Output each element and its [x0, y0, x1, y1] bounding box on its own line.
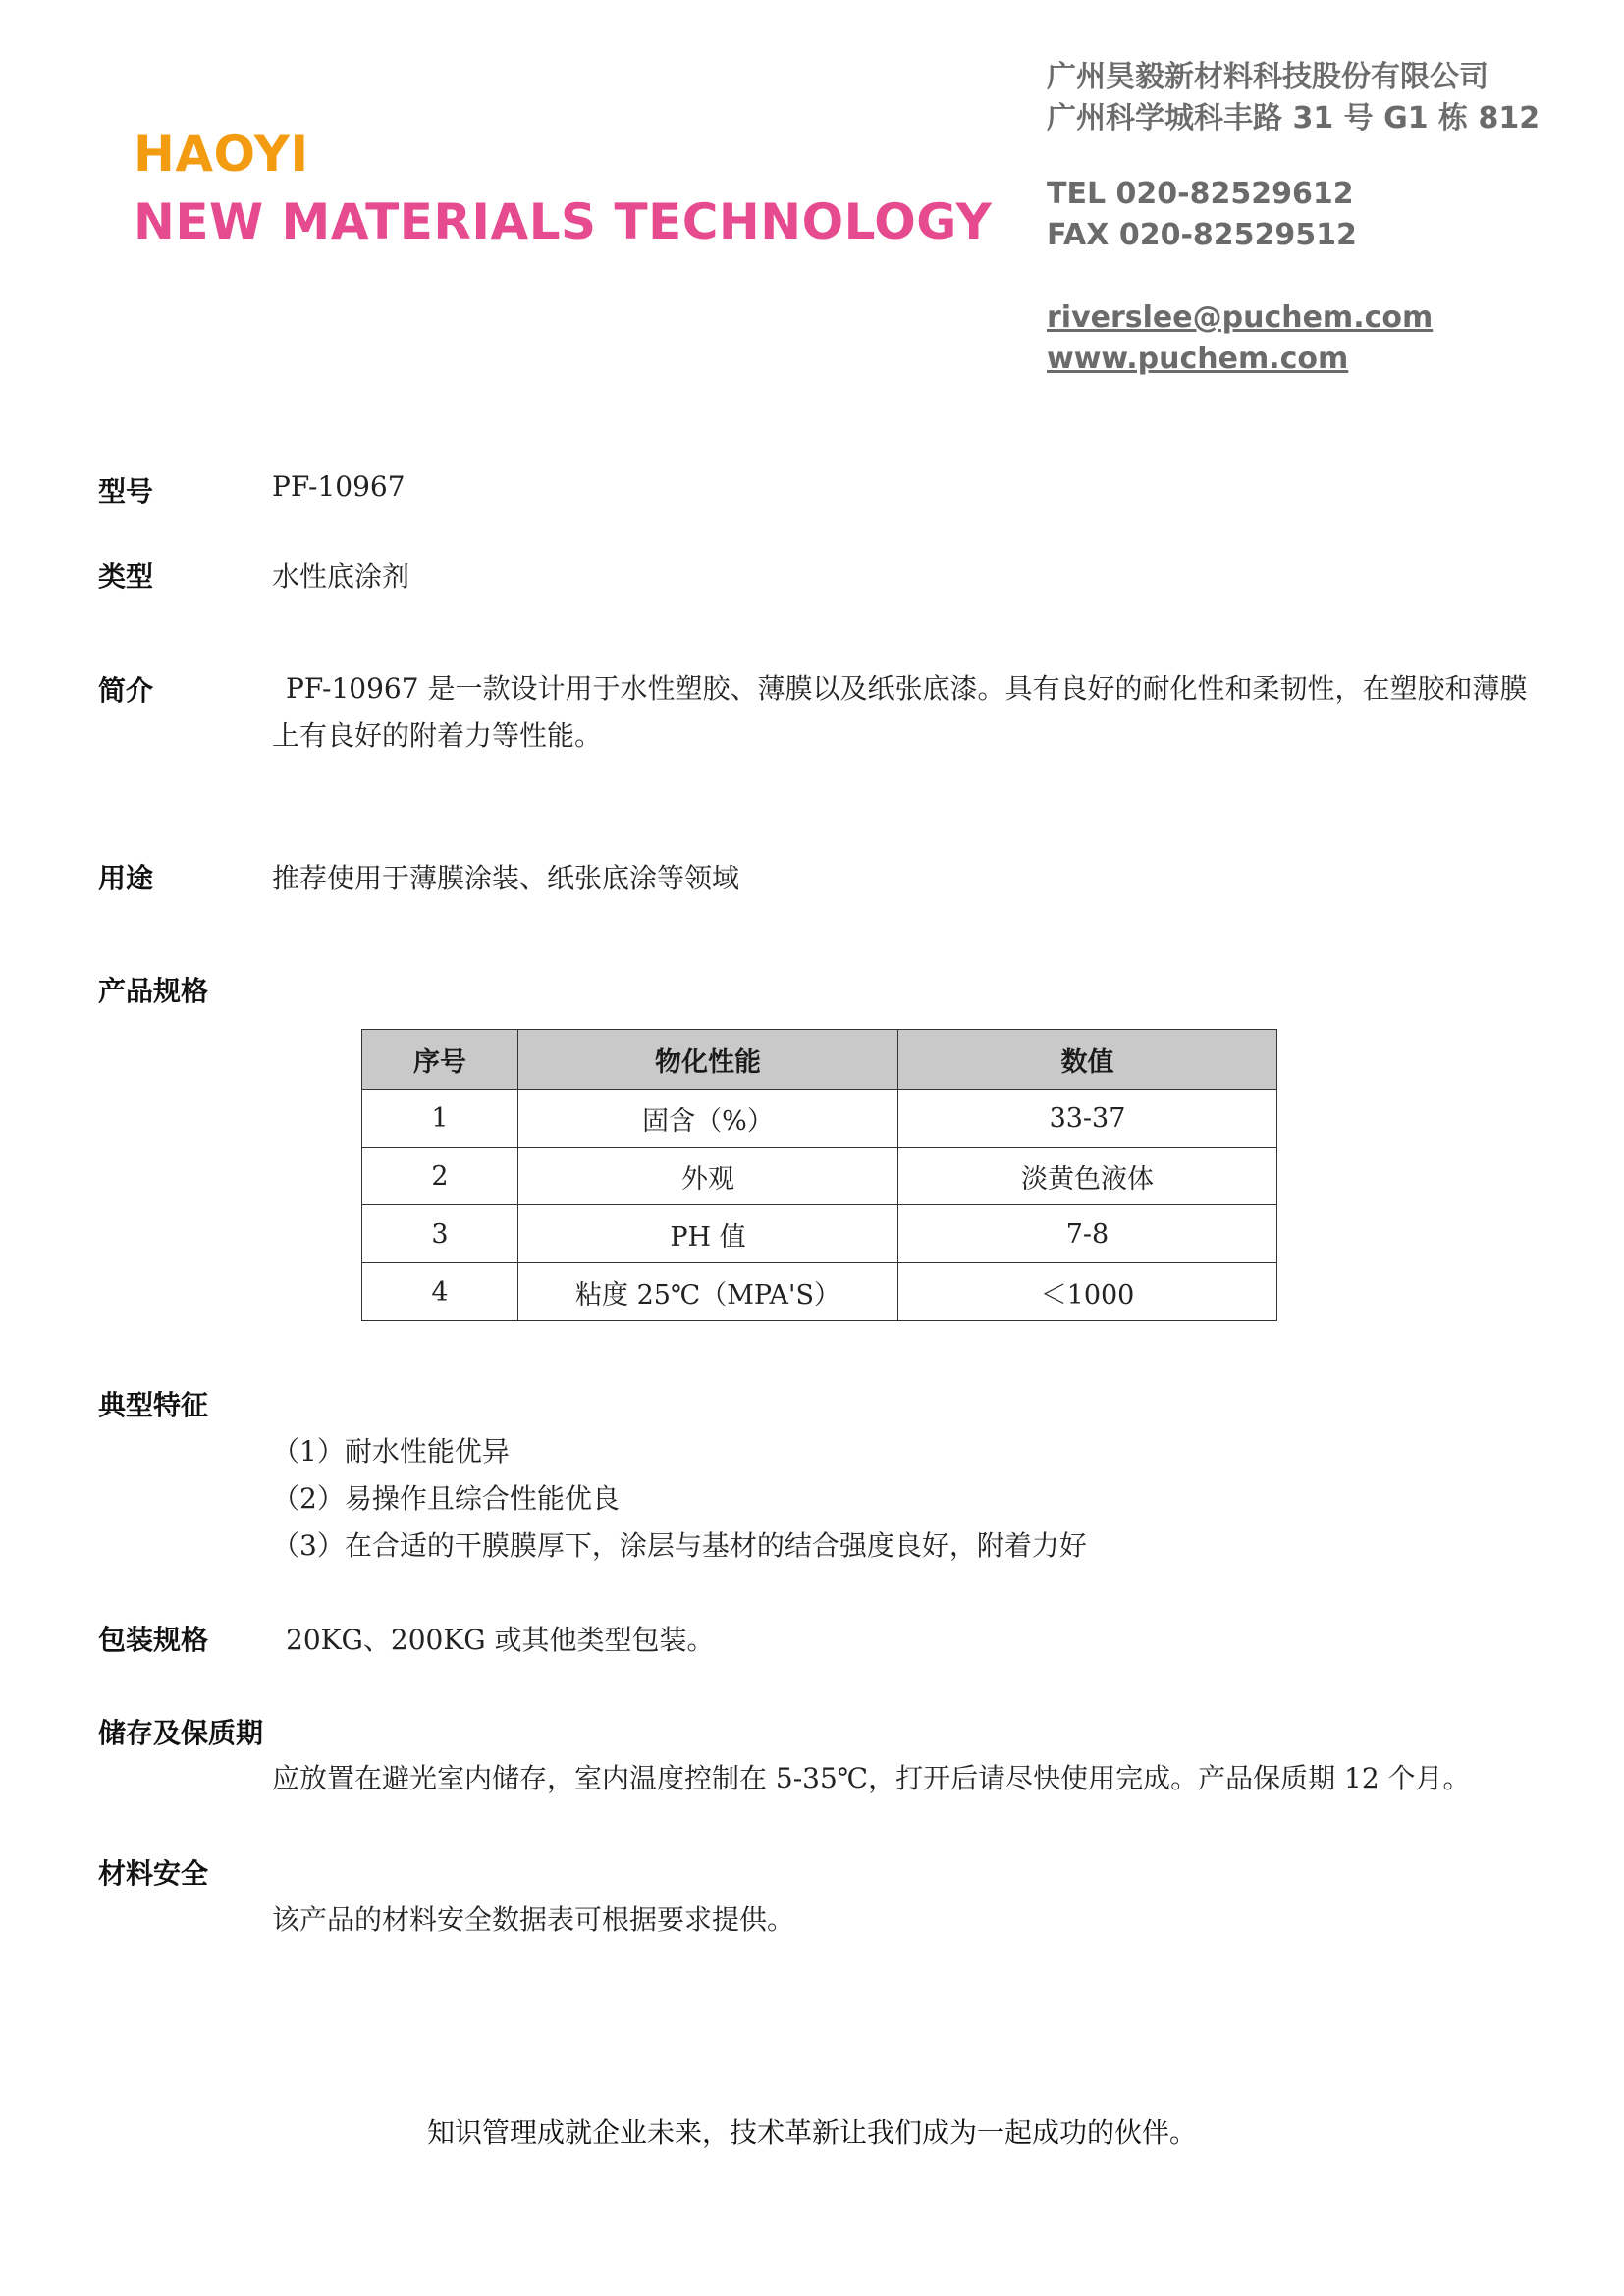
email-link[interactable]: riverslee@puchem.com [1047, 300, 1434, 335]
features-label: 典型特征 [98, 1389, 209, 1421]
storage-value: 应放置在避光室内储存，室内温度控制在 5-35℃，打开后请尽快使用完成。产品保质期 12 个月。 [272, 1762, 1471, 1794]
feature-item: （2）易操作且综合性能优良 [272, 1482, 620, 1515]
footer-slogan: 知识管理成就企业未来，技术革新让我们成为一起成功的伙伴。 [426, 2116, 1197, 2149]
fax: FAX 020-82529512 [1047, 218, 1357, 252]
company-name: 广州昊毅新材料科技股份有限公司 [1047, 60, 1489, 94]
usage-value: 推荐使用于薄膜涂装、纸张底涂等领域 [272, 862, 740, 894]
packaging-label: 包装规格 [98, 1624, 209, 1656]
intro-label: 简介 [98, 674, 154, 707]
spec-header-property: 物化性能 [518, 1030, 898, 1090]
brand-name-line1: HAOYI [134, 126, 309, 183]
spec-cell-property: 粘度 25℃（MPA'S） [518, 1263, 898, 1321]
storage-label: 储存及保质期 [98, 1717, 264, 1749]
spec-cell-value: 7-8 [898, 1205, 1277, 1263]
table-row [362, 1205, 1277, 1263]
type-value: 水性底涂剂 [272, 561, 410, 593]
spec-cell-index: 2 [362, 1148, 518, 1205]
spec-cell-value: 33-37 [898, 1090, 1277, 1148]
intro-paragraph: PF-10967 是一款设计用于水性塑胶、薄膜以及纸张底漆。具有良好的耐化性和柔韧性，在塑胶和薄膜上有良好的附着力等性能。 [272, 672, 1528, 752]
feature-item: （1）耐水性能优异 [272, 1435, 510, 1468]
intro-text [272, 666, 1548, 760]
spec-cell-index: 4 [362, 1263, 518, 1321]
usage-label: 用途 [98, 862, 154, 894]
spec-cell-index: 3 [362, 1205, 518, 1263]
table-row [362, 1263, 1277, 1321]
brand-name-line2: NEW MATERIALS TECHNOLOGY [134, 193, 993, 250]
spec-table [361, 1029, 1277, 1321]
spec-header-value: 数值 [898, 1030, 1277, 1090]
spec-table-header-row [362, 1030, 1277, 1090]
safety-value: 该产品的材料安全数据表可根据要求提供。 [272, 1903, 795, 1936]
type-label: 类型 [98, 561, 154, 593]
table-row [362, 1148, 1277, 1205]
model-value: PF-10967 [272, 470, 406, 503]
safety-label: 材料安全 [98, 1857, 209, 1890]
spec-cell-value: ＜1000 [898, 1263, 1277, 1321]
spec-cell-index: 1 [362, 1090, 518, 1148]
spec-cell-property: PH 值 [518, 1205, 898, 1263]
company-address: 广州科学城科丰路 31 号 G1 栋 812 [1047, 101, 1541, 135]
spec-cell-value: 淡黄色液体 [898, 1148, 1277, 1205]
website-link[interactable]: www.puchem.com [1047, 342, 1349, 376]
telephone: TEL 020-82529612 [1047, 177, 1354, 211]
spec-cell-property: 外观 [518, 1148, 898, 1205]
feature-item: （3）在合适的干膜膜厚下，涂层与基材的结合强度良好，附着力好 [272, 1529, 1087, 1562]
table-row [362, 1090, 1277, 1148]
spec-header-index: 序号 [362, 1030, 518, 1090]
spec-cell-property: 固含（%） [518, 1090, 898, 1148]
spec-label: 产品规格 [98, 975, 209, 1007]
packaging-value: 20KG、200KG 或其他类型包装。 [286, 1624, 715, 1656]
model-label: 型号 [98, 475, 154, 507]
